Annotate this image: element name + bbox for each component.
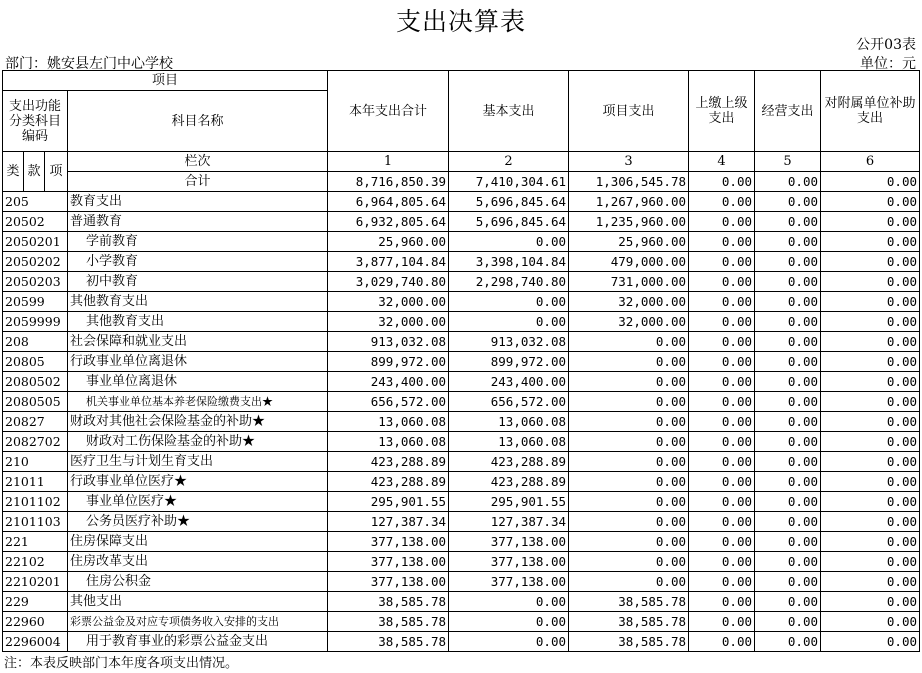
row-value: 0.00 xyxy=(689,352,755,372)
row-value: 0.00 xyxy=(755,192,821,212)
row-code: 2080502 xyxy=(3,372,68,392)
row-value: 0.00 xyxy=(821,392,920,412)
row-value: 3,029,740.80 xyxy=(328,272,449,292)
kuan-header: 款 xyxy=(24,152,45,192)
row-code: 2050201 xyxy=(3,232,68,252)
row-code: 20502 xyxy=(3,212,68,232)
row-code: 20805 xyxy=(3,352,68,372)
row-name: 初中教育 xyxy=(68,272,328,292)
row-value: 0.00 xyxy=(755,452,821,472)
lei-header: 类 xyxy=(3,152,24,192)
row-value: 0.00 xyxy=(755,272,821,292)
row-code: 208 xyxy=(3,332,68,352)
table-row xyxy=(3,392,920,412)
row-value: 13,060.08 xyxy=(449,412,569,432)
row-value: 899,972.00 xyxy=(449,352,569,372)
row-value: 423,288.89 xyxy=(449,472,569,492)
row-value: 0.00 xyxy=(755,612,821,632)
row-value: 243,400.00 xyxy=(449,372,569,392)
row-value: 0.00 xyxy=(821,632,920,652)
row-value: 377,138.00 xyxy=(328,532,449,552)
row-name: 教育支出 xyxy=(68,192,328,212)
row-value: 5,696,845.64 xyxy=(449,212,569,232)
row-value: 0.00 xyxy=(689,272,755,292)
row-value: 6,932,805.64 xyxy=(328,212,449,232)
row-value: 0.00 xyxy=(755,512,821,532)
row-value: 3,877,104.84 xyxy=(328,252,449,272)
row-value: 0.00 xyxy=(449,632,569,652)
row-value: 0.00 xyxy=(569,392,689,412)
row-name: 彩票公益金及对应专项债务收入安排的支出 xyxy=(68,612,328,632)
row-value: 0.00 xyxy=(755,532,821,552)
row-value: 38,585.78 xyxy=(328,592,449,612)
form-number: 公开03表 xyxy=(856,37,916,53)
row-value: 0.00 xyxy=(689,192,755,212)
table-row xyxy=(3,512,920,532)
col-header-3: 项目支出 xyxy=(569,71,689,152)
row-value: 32,000.00 xyxy=(569,312,689,332)
row-value: 423,288.89 xyxy=(328,472,449,492)
row-code: 210 xyxy=(3,452,68,472)
row-value: 38,585.78 xyxy=(569,612,689,632)
row-value: 0.00 xyxy=(449,312,569,332)
row-code: 21011 xyxy=(3,472,68,492)
table-row xyxy=(3,252,920,272)
expenditure-table xyxy=(2,70,920,652)
row-name: 学前教育 xyxy=(68,232,328,252)
row-value: 0.00 xyxy=(689,452,755,472)
row-value: 0.00 xyxy=(689,252,755,272)
row-value: 656,572.00 xyxy=(328,392,449,412)
row-code: 2101103 xyxy=(3,512,68,532)
row-value: 295,901.55 xyxy=(328,492,449,512)
row-value: 0.00 xyxy=(821,432,920,452)
table-row xyxy=(3,612,920,632)
row-name: 其他教育支出 xyxy=(68,312,328,332)
row-value: 656,572.00 xyxy=(449,392,569,412)
row-value: 0.00 xyxy=(821,492,920,512)
row-value: 25,960.00 xyxy=(569,232,689,252)
col-num-1: 1 xyxy=(328,152,449,172)
row-value: 0.00 xyxy=(821,272,920,292)
table-row xyxy=(3,272,920,292)
row-value: 0.00 xyxy=(755,372,821,392)
total-cell: 0.00 xyxy=(689,172,755,192)
row-value: 0.00 xyxy=(689,232,755,252)
row-value: 0.00 xyxy=(755,472,821,492)
row-value: 0.00 xyxy=(821,312,920,332)
row-value: 0.00 xyxy=(821,612,920,632)
row-value: 0.00 xyxy=(755,572,821,592)
row-value: 0.00 xyxy=(449,292,569,312)
row-value: 0.00 xyxy=(821,352,920,372)
row-name: 住房保障支出 xyxy=(68,532,328,552)
table-row xyxy=(3,492,920,512)
row-value: 377,138.00 xyxy=(449,572,569,592)
item-header: 项目 xyxy=(3,71,328,91)
department-label: 部门：姚安县左门中心学校 xyxy=(5,56,173,72)
report-title: 支出决算表 xyxy=(395,7,526,36)
row-value: 0.00 xyxy=(755,252,821,272)
row-name: 社会保障和就业支出 xyxy=(68,332,328,352)
row-value: 0.00 xyxy=(755,332,821,352)
row-value: 38,585.78 xyxy=(328,632,449,652)
row-code: 221 xyxy=(3,532,68,552)
row-value: 0.00 xyxy=(689,612,755,632)
row-name: 行政事业单位医疗★ xyxy=(68,472,328,492)
total-cell: 0.00 xyxy=(821,172,920,192)
row-value: 0.00 xyxy=(755,312,821,332)
table-row xyxy=(3,232,920,252)
row-value: 0.00 xyxy=(821,192,920,212)
row-value: 423,288.89 xyxy=(449,452,569,472)
total-cell: 7,410,304.61 xyxy=(449,172,569,192)
table-row xyxy=(3,632,920,652)
row-code: 2080505 xyxy=(3,392,68,412)
total-label: 合计 xyxy=(68,172,328,192)
row-value: 0.00 xyxy=(689,472,755,492)
row-value: 0.00 xyxy=(569,412,689,432)
row-value: 0.00 xyxy=(821,212,920,232)
row-value: 5,696,845.64 xyxy=(449,192,569,212)
row-value: 377,138.00 xyxy=(449,532,569,552)
row-value: 0.00 xyxy=(689,492,755,512)
table-row xyxy=(3,552,920,572)
func-code-header: 支出功能分类科目编码 xyxy=(3,91,68,152)
row-value: 13,060.08 xyxy=(449,432,569,452)
row-value: 13,060.08 xyxy=(328,432,449,452)
row-code: 2050203 xyxy=(3,272,68,292)
row-value: 0.00 xyxy=(689,412,755,432)
table-row xyxy=(3,532,920,552)
row-value: 0.00 xyxy=(569,512,689,532)
row-name: 事业单位离退休 xyxy=(68,372,328,392)
row-value: 0.00 xyxy=(449,592,569,612)
row-value: 0.00 xyxy=(821,252,920,272)
col-num-2: 2 xyxy=(449,152,569,172)
row-value: 127,387.34 xyxy=(449,512,569,532)
table-row xyxy=(3,432,920,452)
row-value: 0.00 xyxy=(569,332,689,352)
row-value: 0.00 xyxy=(569,532,689,552)
row-value: 731,000.00 xyxy=(569,272,689,292)
row-value: 0.00 xyxy=(755,492,821,512)
row-value: 32,000.00 xyxy=(328,312,449,332)
row-value: 0.00 xyxy=(569,472,689,492)
row-code: 229 xyxy=(3,592,68,612)
row-value: 0.00 xyxy=(689,432,755,452)
row-value: 0.00 xyxy=(755,232,821,252)
row-value: 243,400.00 xyxy=(328,372,449,392)
row-value: 0.00 xyxy=(755,432,821,452)
col-header-4: 上缴上级支出 xyxy=(689,71,755,152)
row-value: 2,298,740.80 xyxy=(449,272,569,292)
row-code: 2050202 xyxy=(3,252,68,272)
col-num-6: 6 xyxy=(821,152,920,172)
table-row xyxy=(3,192,920,212)
row-value: 377,138.00 xyxy=(328,552,449,572)
row-value: 0.00 xyxy=(689,592,755,612)
row-value: 0.00 xyxy=(689,312,755,332)
table-row xyxy=(3,412,920,432)
row-value: 479,000.00 xyxy=(569,252,689,272)
row-name: 普通教育 xyxy=(68,212,328,232)
row-value: 1,267,960.00 xyxy=(569,192,689,212)
row-value: 899,972.00 xyxy=(328,352,449,372)
row-value: 3,398,104.84 xyxy=(449,252,569,272)
row-value: 0.00 xyxy=(755,292,821,312)
row-value: 0.00 xyxy=(689,212,755,232)
row-value: 0.00 xyxy=(821,332,920,352)
row-value: 0.00 xyxy=(755,412,821,432)
col-num-5: 5 xyxy=(755,152,821,172)
row-value: 38,585.78 xyxy=(569,632,689,652)
row-value: 0.00 xyxy=(821,232,920,252)
row-code: 20827 xyxy=(3,412,68,432)
row-value: 0.00 xyxy=(821,452,920,472)
table-row xyxy=(3,352,920,372)
footnote: 注：本表反映部门本年度各项支出情况。 xyxy=(4,656,239,671)
row-value: 38,585.78 xyxy=(328,612,449,632)
col-num-3: 3 xyxy=(569,152,689,172)
row-name: 财政对工伤保险基金的补助★ xyxy=(68,432,328,452)
row-value: 295,901.55 xyxy=(449,492,569,512)
row-value: 0.00 xyxy=(821,412,920,432)
row-value: 25,960.00 xyxy=(328,232,449,252)
table-row xyxy=(3,572,920,592)
total-cell: 1,306,545.78 xyxy=(569,172,689,192)
row-value: 0.00 xyxy=(755,392,821,412)
table-row xyxy=(3,312,920,332)
row-value: 0.00 xyxy=(755,352,821,372)
row-value: 913,032.08 xyxy=(449,332,569,352)
row-value: 0.00 xyxy=(821,512,920,532)
col-num-4: 4 xyxy=(689,152,755,172)
row-value: 423,288.89 xyxy=(328,452,449,472)
row-value: 0.00 xyxy=(689,392,755,412)
row-value: 377,138.00 xyxy=(449,552,569,572)
row-name: 用于教育事业的彩票公益金支出 xyxy=(68,632,328,652)
row-value: 0.00 xyxy=(821,292,920,312)
row-name: 财政对其他社会保险基金的补助★ xyxy=(68,412,328,432)
row-code: 20599 xyxy=(3,292,68,312)
row-value: 38,585.78 xyxy=(569,592,689,612)
row-value: 0.00 xyxy=(449,612,569,632)
row-value: 913,032.08 xyxy=(328,332,449,352)
row-value: 0.00 xyxy=(569,452,689,472)
row-code: 2059999 xyxy=(3,312,68,332)
total-cell: 8,716,850.39 xyxy=(328,172,449,192)
unit-label: 单位：元 xyxy=(860,56,916,72)
row-value: 0.00 xyxy=(689,532,755,552)
row-name: 其他教育支出 xyxy=(68,292,328,312)
row-value: 0.00 xyxy=(755,552,821,572)
row-name: 机关事业单位基本养老保险缴费支出★ xyxy=(68,392,328,412)
row-value: 32,000.00 xyxy=(569,292,689,312)
row-value: 0.00 xyxy=(689,572,755,592)
row-code: 22102 xyxy=(3,552,68,572)
row-value: 1,235,960.00 xyxy=(569,212,689,232)
row-code: 2210201 xyxy=(3,572,68,592)
subject-name-header: 科目名称 xyxy=(68,91,328,152)
row-code: 2296004 xyxy=(3,632,68,652)
row-value: 0.00 xyxy=(689,372,755,392)
row-value: 0.00 xyxy=(569,492,689,512)
row-value: 0.00 xyxy=(755,632,821,652)
row-value: 0.00 xyxy=(821,552,920,572)
row-value: 0.00 xyxy=(821,532,920,552)
lanci-label: 栏次 xyxy=(68,152,328,172)
table-row xyxy=(3,372,920,392)
table-row xyxy=(3,592,920,612)
row-value: 0.00 xyxy=(689,552,755,572)
row-value: 0.00 xyxy=(821,592,920,612)
row-value: 0.00 xyxy=(689,292,755,312)
row-value: 0.00 xyxy=(821,372,920,392)
row-name: 医疗卫生与计划生育支出 xyxy=(68,452,328,472)
row-value: 0.00 xyxy=(689,512,755,532)
row-name: 公务员医疗补助★ xyxy=(68,512,328,532)
row-name: 其他支出 xyxy=(68,592,328,612)
row-value: 0.00 xyxy=(821,572,920,592)
row-name: 住房改革支出 xyxy=(68,552,328,572)
row-code: 2101102 xyxy=(3,492,68,512)
col-header-5: 经营支出 xyxy=(755,71,821,152)
row-code: 22960 xyxy=(3,612,68,632)
row-name: 小学教育 xyxy=(68,252,328,272)
row-value: 6,964,805.64 xyxy=(328,192,449,212)
row-code: 205 xyxy=(3,192,68,212)
col-header-2: 基本支出 xyxy=(449,71,569,152)
row-value: 13,060.08 xyxy=(328,412,449,432)
table-row xyxy=(3,472,920,492)
table-row xyxy=(3,212,920,232)
row-value: 32,000.00 xyxy=(328,292,449,312)
table-row xyxy=(3,332,920,352)
row-value: 0.00 xyxy=(689,632,755,652)
row-value: 0.00 xyxy=(821,472,920,492)
col-header-6: 对附属单位补助支出 xyxy=(821,71,920,152)
row-value: 0.00 xyxy=(755,592,821,612)
row-value: 0.00 xyxy=(689,332,755,352)
row-value: 0.00 xyxy=(569,352,689,372)
row-value: 0.00 xyxy=(449,232,569,252)
row-value: 0.00 xyxy=(569,372,689,392)
col-header-1: 本年支出合计 xyxy=(328,71,449,152)
row-value: 127,387.34 xyxy=(328,512,449,532)
row-value: 0.00 xyxy=(569,432,689,452)
row-value: 0.00 xyxy=(569,552,689,572)
row-name: 行政事业单位离退休 xyxy=(68,352,328,372)
row-name: 事业单位医疗★ xyxy=(68,492,328,512)
row-code: 2082702 xyxy=(3,432,68,452)
row-value: 377,138.00 xyxy=(328,572,449,592)
xiang-header: 项 xyxy=(45,152,68,192)
row-value: 0.00 xyxy=(569,572,689,592)
table-row xyxy=(3,452,920,472)
total-cell: 0.00 xyxy=(755,172,821,192)
row-value: 0.00 xyxy=(755,212,821,232)
table-row xyxy=(3,292,920,312)
row-name: 住房公积金 xyxy=(68,572,328,592)
